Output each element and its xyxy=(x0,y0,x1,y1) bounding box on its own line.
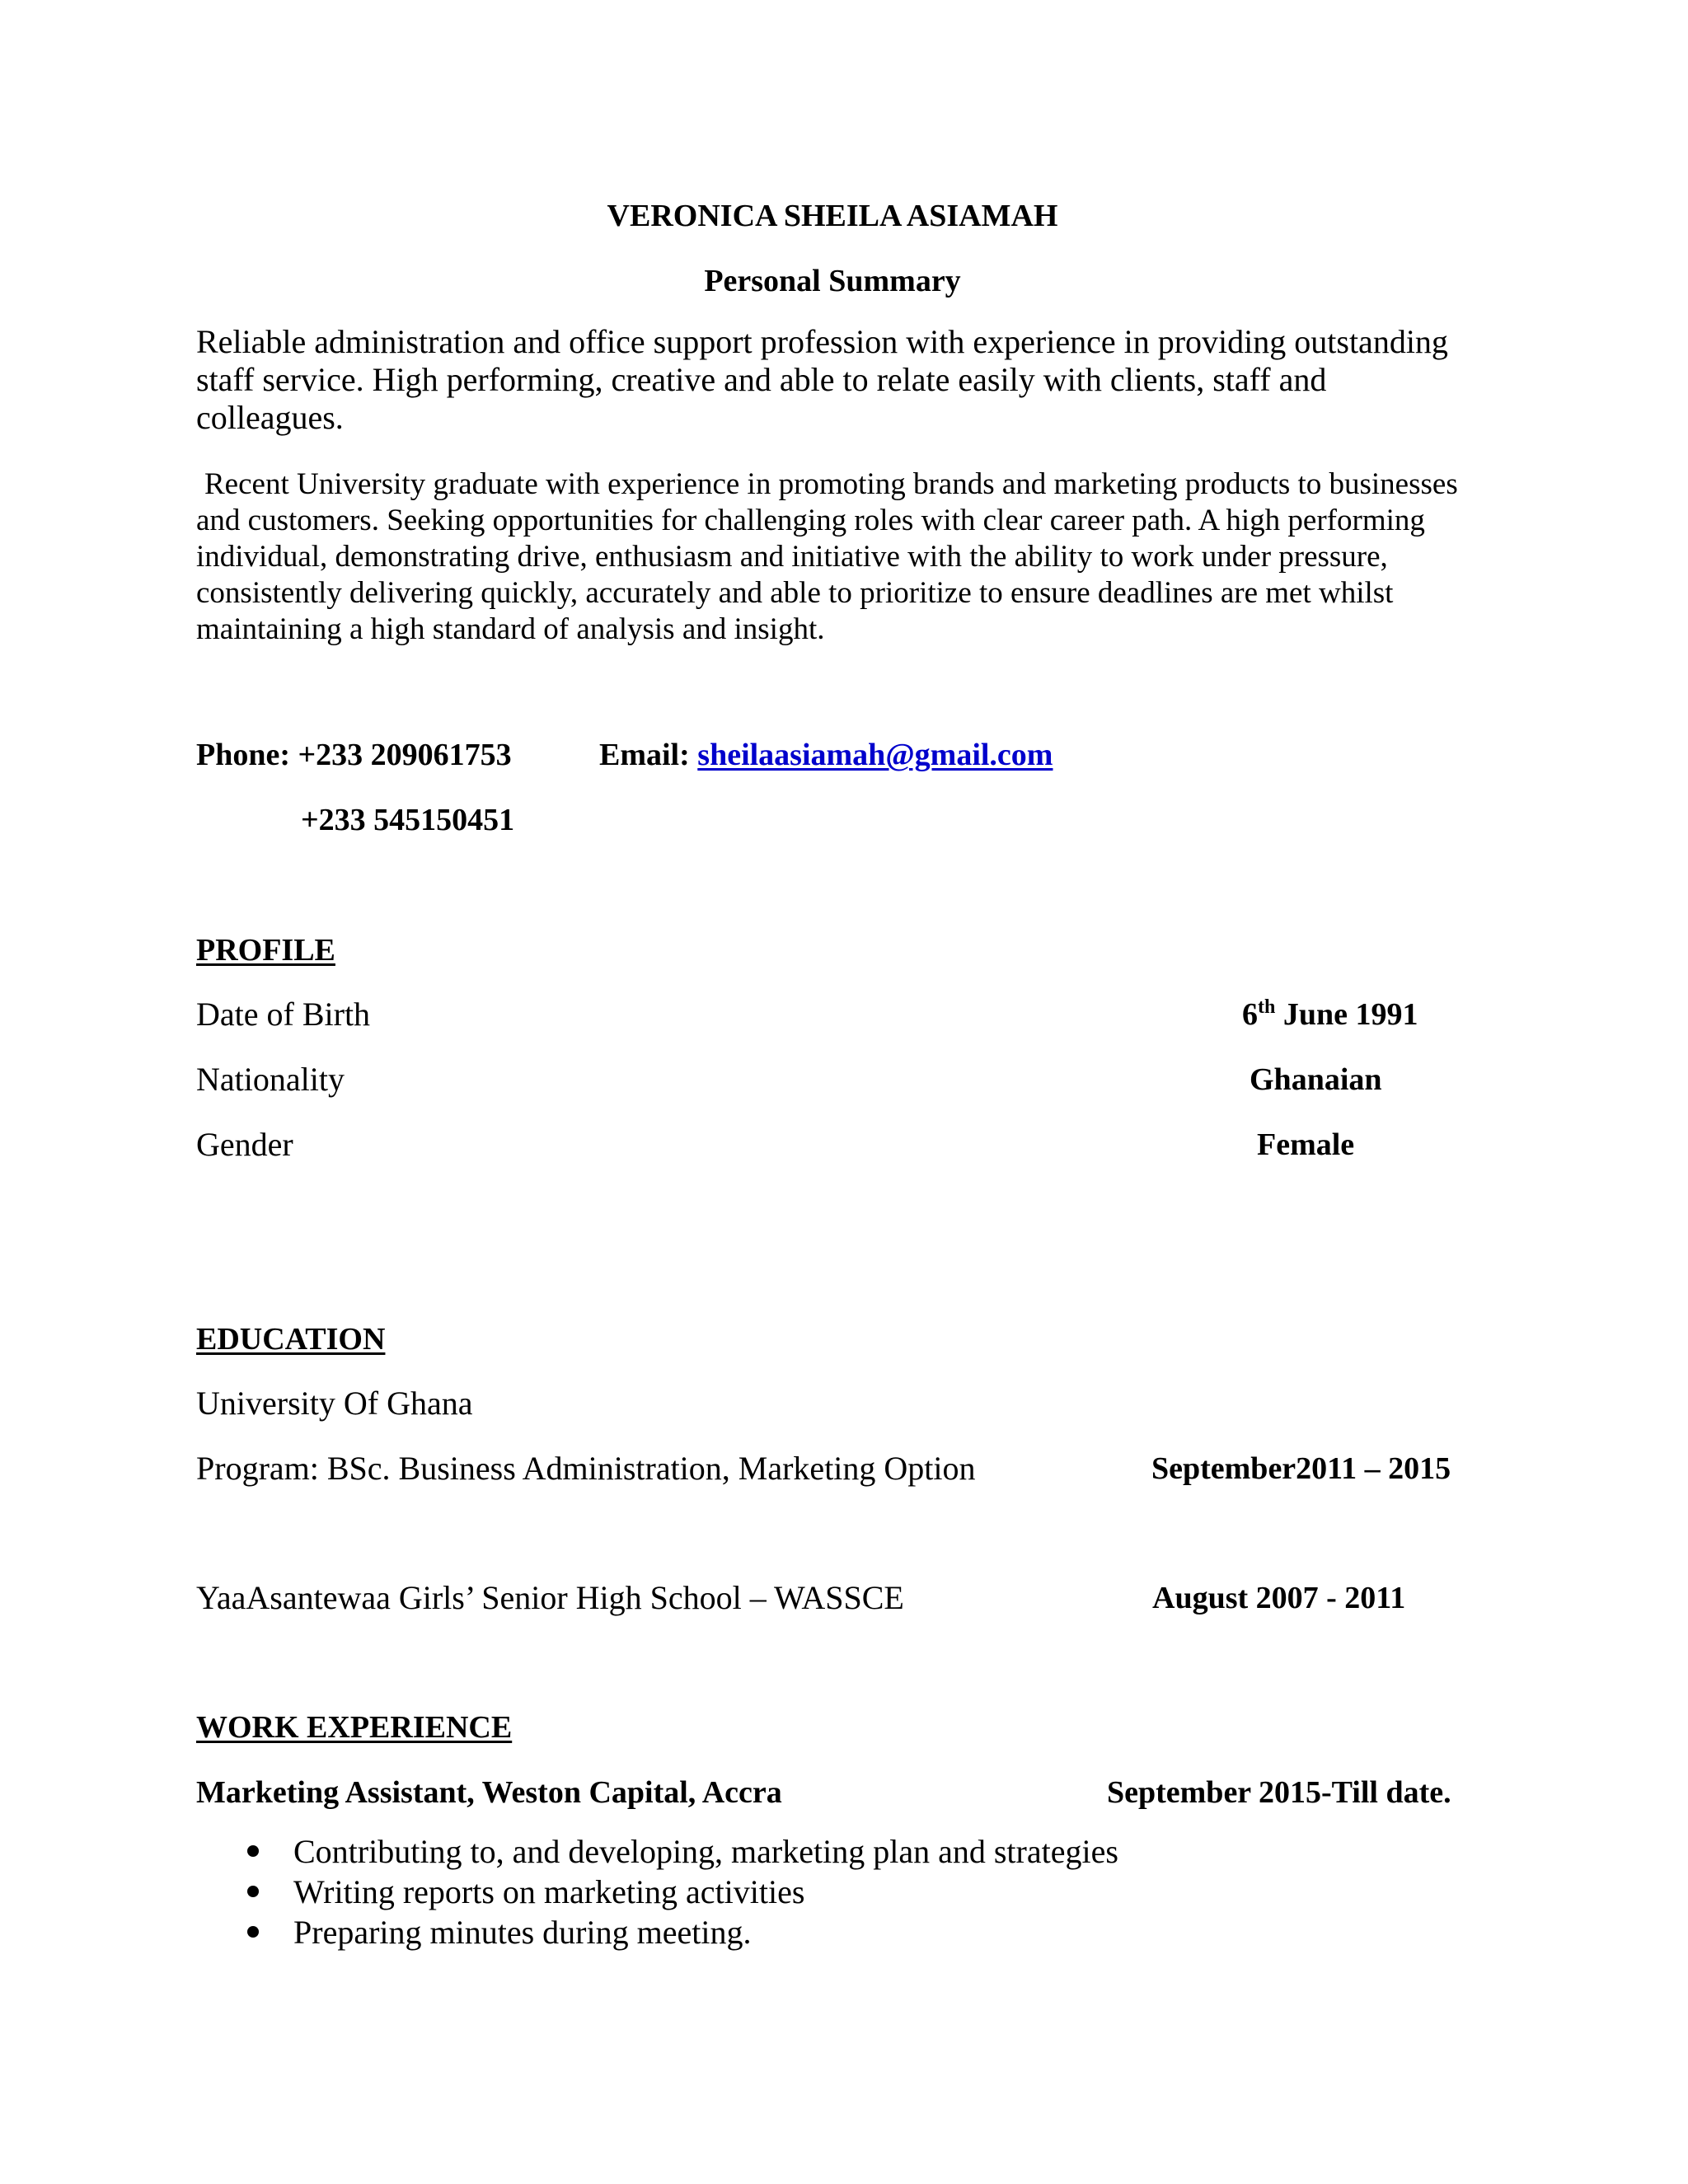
job-title: Marketing Assistant, Weston Capital, Accra xyxy=(196,1775,782,1810)
list-item xyxy=(196,1872,1118,1912)
dob-day: 6 xyxy=(1242,997,1258,1032)
high-school-dates: August 2007 - 2011 xyxy=(1152,1581,1406,1615)
gender-value: Female xyxy=(1257,1127,1355,1162)
work-experience-heading: WORK EXPERIENCE xyxy=(196,1710,513,1745)
duties-list xyxy=(196,1831,1118,1952)
duty-text: Preparing minutes during meeting. xyxy=(293,1914,752,1951)
summary-heading: Personal Summary xyxy=(704,264,961,298)
phone-number-1: +233 209061753 xyxy=(298,738,512,772)
program-dates: September2011 – 2015 xyxy=(1151,1451,1451,1486)
program-name: Program: BSc. Business Administration, Marketing Option xyxy=(196,1450,976,1487)
dob-suffix: th xyxy=(1258,996,1276,1018)
dob-label: Date of Birth xyxy=(196,996,371,1033)
bullet-icon xyxy=(247,1926,259,1938)
phone-label: Phone: xyxy=(196,738,290,772)
duty-text: Contributing to, and developing, marketing plan and strategies xyxy=(293,1833,1118,1870)
list-item xyxy=(196,1831,1118,1872)
job-dates: September 2015-Till date. xyxy=(1107,1775,1451,1810)
dob-value xyxy=(1242,996,1418,1033)
email-label: Email: xyxy=(599,738,690,772)
nationality-value: Ghanaian xyxy=(1250,1062,1382,1097)
summary-paragraph-2: Recent University graduate with experience in promoting brands and marketing products to businesses and customers. Seeking opportunities for challenging roles with clear career path. A high performing individual, demonstrating drive, enthusiasm and initiative with the ability to work under pressure, consistently delivering quickly, accurately and able to prioritize to ensure deadlines are met whilst maintaining a high standard of analysis and insight. xyxy=(196,467,1458,646)
list-item xyxy=(196,1912,1118,1952)
bullet-icon xyxy=(247,1886,259,1897)
education-heading: EDUCATION xyxy=(196,1322,386,1357)
nationality-label: Nationality xyxy=(196,1061,345,1098)
gender-label: Gender xyxy=(196,1126,293,1163)
profile-heading: PROFILE xyxy=(196,933,335,968)
email-link[interactable]: sheilaasiamah@gmail.com xyxy=(697,738,1053,772)
bullet-icon xyxy=(247,1845,259,1857)
candidate-name: VERONICA SHEILA ASIAMAH xyxy=(607,199,1058,233)
duty-text: Writing reports on marketing activities xyxy=(293,1873,805,1910)
phone-row xyxy=(196,736,512,774)
phone-number-2: +233 545150451 xyxy=(301,803,515,837)
summary-paragraph-1: Reliable administration and office support profession with experience in providing outstanding staff service. High performing, creative and able to relate easily with clients, staff and colleagues. xyxy=(196,323,1448,436)
dob-month-year: June 1991 xyxy=(1275,997,1418,1032)
high-school-name: YaaAsantewaa Girls’ Senior High School – WASSCE xyxy=(196,1579,904,1616)
email-row xyxy=(599,736,1053,774)
university-name: University Of Ghana xyxy=(196,1385,473,1422)
